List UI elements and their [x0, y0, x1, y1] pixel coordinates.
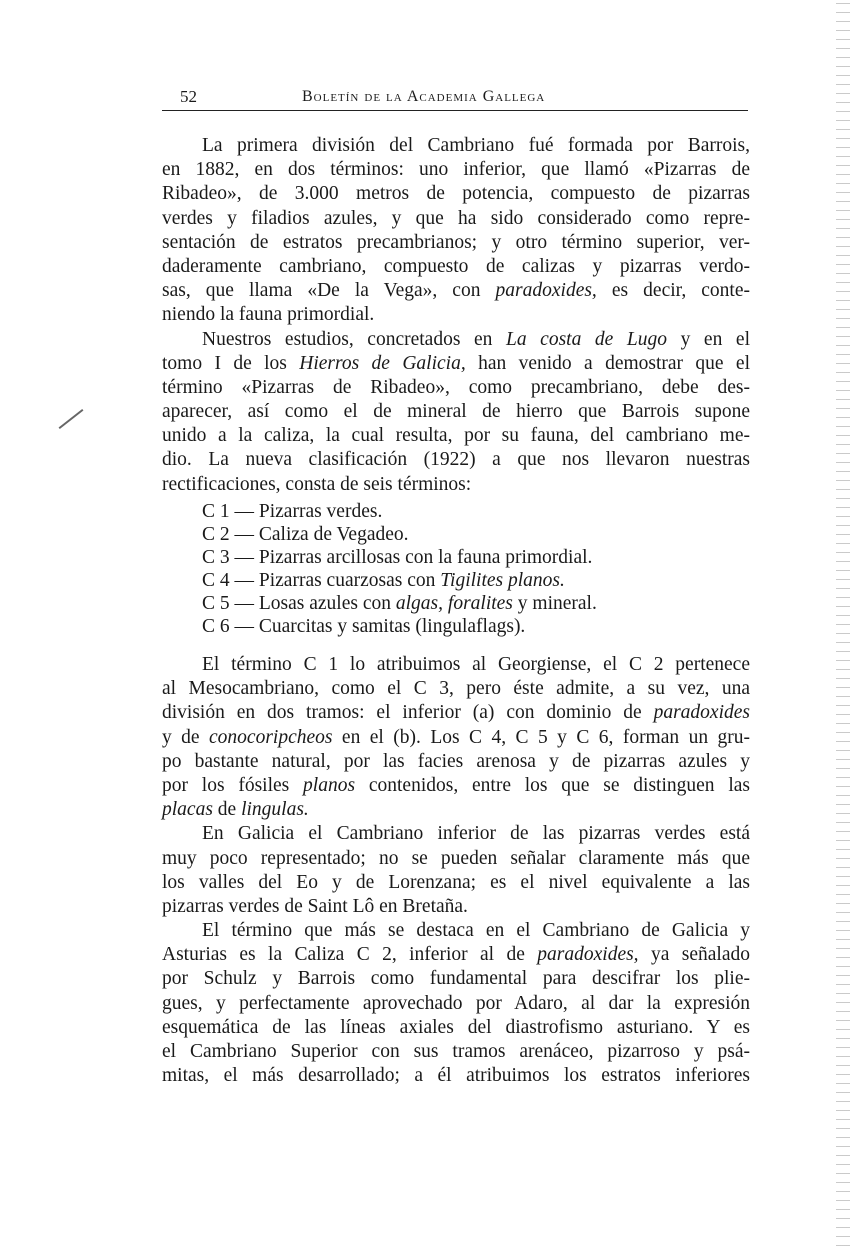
text-segment: Ribadeo», de 3.000 metros de potencia, compuesto de pizarras — [162, 183, 750, 205]
text-segment: y de — [162, 726, 210, 748]
text-segment: dio. La nueva clasificación (1922) a que nos llevaron nuestras — [162, 449, 750, 471]
paragraph — [162, 134, 750, 328]
text-line — [162, 231, 750, 255]
text-segment: tomo I de los — [162, 352, 300, 374]
text-segment: C 6 — Cuarcitas y samitas (lingulaflags). — [202, 616, 526, 637]
text-line — [162, 895, 750, 919]
text-segment: La primera división del Cambriano fué formada por Barrois, — [202, 135, 750, 156]
italic-text: Tigilites planos. — [440, 570, 565, 591]
text-segment: rectificaciones, consta de seis términos: — [162, 473, 472, 495]
text-segment: muy poco representado; no se pueden señalar claramente más que — [162, 847, 750, 869]
text-segment: es decir, conte- — [596, 280, 751, 302]
text-line — [162, 822, 750, 846]
text-line — [162, 448, 750, 472]
text-line — [162, 1016, 750, 1040]
text-line — [162, 523, 750, 546]
text-line — [162, 1064, 750, 1088]
paragraph — [162, 919, 750, 1088]
text-line — [162, 569, 750, 592]
text-segment: división en dos tramos: el inferior (a) con dominio de — [162, 702, 654, 724]
text-line — [162, 303, 750, 327]
italic-text: placas — [162, 799, 213, 821]
text-line — [162, 943, 750, 967]
text-line — [162, 701, 750, 725]
text-line — [162, 592, 750, 615]
text-segment: sas, que llama «De la Vega», con — [162, 280, 496, 302]
paragraph — [162, 822, 750, 919]
page-number: 52 — [180, 87, 197, 106]
text-segment: El término que más se destaca en el Cambriano de Galicia y — [202, 920, 750, 942]
text-line — [162, 352, 750, 376]
paragraph — [162, 653, 750, 822]
italic-text: La costa de Lugo — [505, 328, 667, 350]
italic-text: lingulas. — [241, 799, 309, 821]
text-segment: en el (b). Los C 4, C 5 y C 6, forman un gru- — [332, 726, 750, 748]
text-segment: por Schulz y Barrois como fundamental para descifrar los plie- — [162, 968, 750, 990]
text-segment: término «Pizarras de Ribadeo», como precambriano, debe des- — [162, 376, 750, 398]
text-section-intro — [162, 134, 750, 497]
text-segment: Nuestros estudios, concretados en — [202, 328, 506, 350]
text-line — [162, 919, 750, 943]
text-line — [162, 424, 750, 448]
text-line — [162, 798, 750, 822]
text-segment: el Cambriano Superior con sus tramos arenáceo, pizarroso y psá- — [162, 1041, 750, 1062]
text-line — [162, 992, 750, 1016]
text-segment: verdes y filadios azules, y que ha sido considerado como repre- — [162, 207, 750, 229]
text-line — [162, 279, 750, 303]
running-head: Boletín de la Academia Gallega — [302, 88, 546, 105]
text-segment: de — [212, 799, 242, 821]
text-segment: al Mesocambriano, como el C 3, pero éste admite, a su vez, una — [162, 678, 750, 700]
text-segment: por los fósiles — [162, 774, 304, 796]
text-line — [162, 473, 750, 497]
italic-text: conocoripcheos — [209, 726, 333, 748]
text-segment: mitas, el más desarrollado; a él atribuimos los estratos inferiores — [162, 1065, 750, 1087]
text-segment: en 1882, en dos términos: uno inferior, que llamó «Pizarras de — [162, 159, 750, 181]
italic-text: paradoxides, — [495, 280, 597, 302]
scan-edge-noise — [836, 0, 850, 1247]
text-segment: pizarras verdes de Saint Lô en Bretaña. — [162, 895, 468, 917]
italic-text: planos — [303, 774, 356, 796]
text-segment: y en el — [667, 328, 750, 350]
text-line — [162, 255, 750, 279]
text-segment: niendo la fauna primordial. — [162, 304, 375, 326]
text-segment: esquemática de las líneas axiales del diastrofismo asturiano. Y es — [162, 1016, 750, 1038]
italic-text: Hierros de Galicia, — [299, 352, 466, 374]
text-line — [162, 500, 750, 523]
text-segment: Asturias es la Caliza C 2, inferior al de — [162, 944, 538, 966]
text-line — [162, 615, 750, 638]
text-segment: C 3 — Pizarras arcillosas con la fauna primordial. — [202, 547, 593, 568]
italic-text: paradoxides — [653, 702, 750, 724]
page-header — [162, 84, 748, 111]
text-segment: aparecer, así como el de mineral de hierro que Barrois supone — [162, 401, 750, 423]
text-segment: han venido a demostrar que el — [465, 352, 751, 374]
text-line — [162, 158, 750, 182]
classification-list — [162, 500, 750, 638]
paragraph — [162, 328, 750, 497]
text-line — [162, 871, 750, 895]
text-segment: C 2 — Caliza de Vegadeo. — [202, 524, 409, 545]
text-line — [162, 134, 750, 158]
text-segment: El término C 1 lo atribuimos al Georgiense, el C 2 pertenece — [202, 654, 750, 675]
text-segment: ya señalado — [638, 944, 750, 966]
text-line — [162, 774, 750, 798]
text-line — [162, 847, 750, 871]
scan-pen-mark — [59, 409, 84, 429]
text-segment: C 4 — Pizarras cuarzosas con — [202, 570, 441, 591]
text-section-discussion — [162, 653, 750, 1088]
text-line — [162, 546, 750, 569]
text-line — [162, 967, 750, 991]
text-line — [162, 726, 750, 750]
text-segment: gues, y perfectamente aprovechado por Adaro, al dar la expresión — [162, 992, 750, 1014]
text-line — [162, 328, 750, 352]
text-line — [162, 400, 750, 424]
text-segment: los valles del Eo y de Lorenzana; es el nivel equivalente a las — [162, 871, 750, 893]
text-line — [162, 182, 750, 206]
text-line — [162, 207, 750, 231]
text-segment: po bastante natural, por las facies arenosa y de pizarras azules y — [162, 750, 750, 772]
text-line — [162, 677, 750, 701]
text-segment: contenidos, entre los que se distinguen las — [355, 774, 750, 796]
text-segment: daderamente cambriano, compuesto de calizas y pizarras verdo- — [162, 255, 750, 277]
italic-text: algas, foralites — [395, 593, 513, 614]
text-line — [162, 653, 750, 677]
italic-text: paradoxides, — [537, 944, 639, 966]
text-line — [162, 376, 750, 400]
text-segment: En Galicia el Cambriano inferior de las pizarras verdes está — [202, 823, 750, 845]
text-segment: C 1 — Pizarras verdes. — [202, 501, 383, 522]
text-segment: sentación de estratos precambrianos; y otro término superior, ver- — [162, 231, 750, 253]
text-segment: y mineral. — [512, 593, 597, 614]
text-line — [162, 1040, 750, 1064]
text-segment: unido a la caliza, la cual resulta, por su fauna, del cambriano me- — [162, 425, 750, 447]
text-line — [162, 750, 750, 774]
text-segment: C 5 — Losas azules con — [202, 593, 396, 614]
